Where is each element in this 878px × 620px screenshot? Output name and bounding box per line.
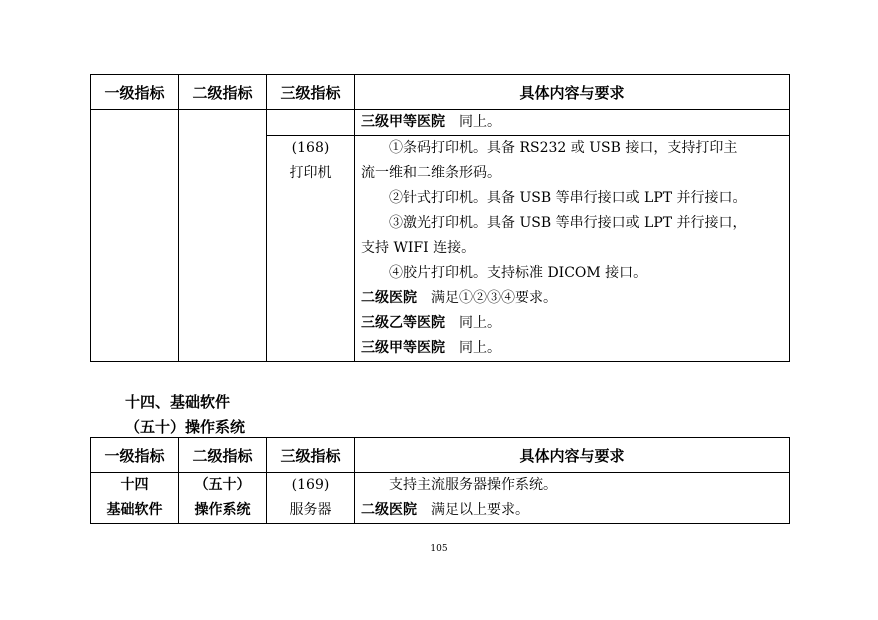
level2-number: （五十） (194, 477, 251, 493)
table-row (91, 473, 790, 524)
content-line: ②针式打印机。具备 USB 等串行接口或 LPT 并行接口。 (389, 190, 747, 206)
content-line: ③激光打印机。具备 USB 等串行接口或 LPT 并行接口， (389, 215, 747, 231)
header-content: 具体内容与要求 (355, 75, 790, 110)
indicator-table-1 (90, 74, 790, 362)
header-content: 具体内容与要求 (355, 438, 790, 473)
level3-cell (267, 110, 355, 136)
level-line: 三级乙等医院 同上。 (361, 315, 501, 331)
content-line: 支持主流服务器操作系统。 (389, 477, 557, 493)
level1-name: 基础软件 (106, 502, 163, 518)
level2-cell (179, 110, 267, 362)
level-line: 三级甲等医院 同上。 (361, 114, 501, 130)
content-line: 流一维和二维条形码。 (361, 165, 501, 181)
level3-cell-168 (267, 136, 355, 362)
header-level3: 三级指标 (267, 438, 355, 473)
level-line: 三级甲等医院 同上。 (361, 340, 501, 356)
content-cell-168 (355, 136, 790, 362)
item-number: (169) (291, 477, 330, 493)
level1-number: 十四 (120, 477, 149, 493)
table-row (91, 110, 790, 136)
header-level2: 二级指标 (179, 75, 267, 110)
level2-cell (179, 473, 267, 524)
level1-cell (91, 473, 179, 524)
table-header-row (91, 438, 790, 473)
header-level2: 二级指标 (179, 438, 267, 473)
content-cell-169 (355, 473, 790, 524)
level-line: 二级医院 满足①②③④要求。 (361, 290, 557, 306)
table-header-row (91, 75, 790, 110)
level1-cell (91, 110, 179, 362)
content-line: ①条码打印机。具备 RS232 或 USB 接口，支持打印主 (389, 140, 738, 156)
header-level1: 一级指标 (91, 438, 179, 473)
indicator-table-2 (90, 437, 790, 524)
section-subtitle: （五十）操作系统 (125, 418, 246, 436)
section-title: 十四、基础软件 (125, 393, 231, 411)
header-level1: 一级指标 (91, 75, 179, 110)
content-cell (355, 110, 790, 136)
content-line: 支持 WIFI 连接。 (361, 240, 476, 256)
level2-name: 操作系统 (194, 502, 251, 518)
item-number: (168) (291, 140, 330, 156)
item-name: 服务器 (289, 502, 332, 518)
level-line: 二级医院 满足以上要求。 (361, 502, 529, 518)
item-name: 打印机 (289, 165, 332, 181)
page-number: 105 (430, 544, 448, 554)
content-line: ④胶片打印机。支持标准 DICOM 接口。 (389, 265, 648, 281)
header-level3: 三级指标 (267, 75, 355, 110)
level3-cell-169 (267, 473, 355, 524)
